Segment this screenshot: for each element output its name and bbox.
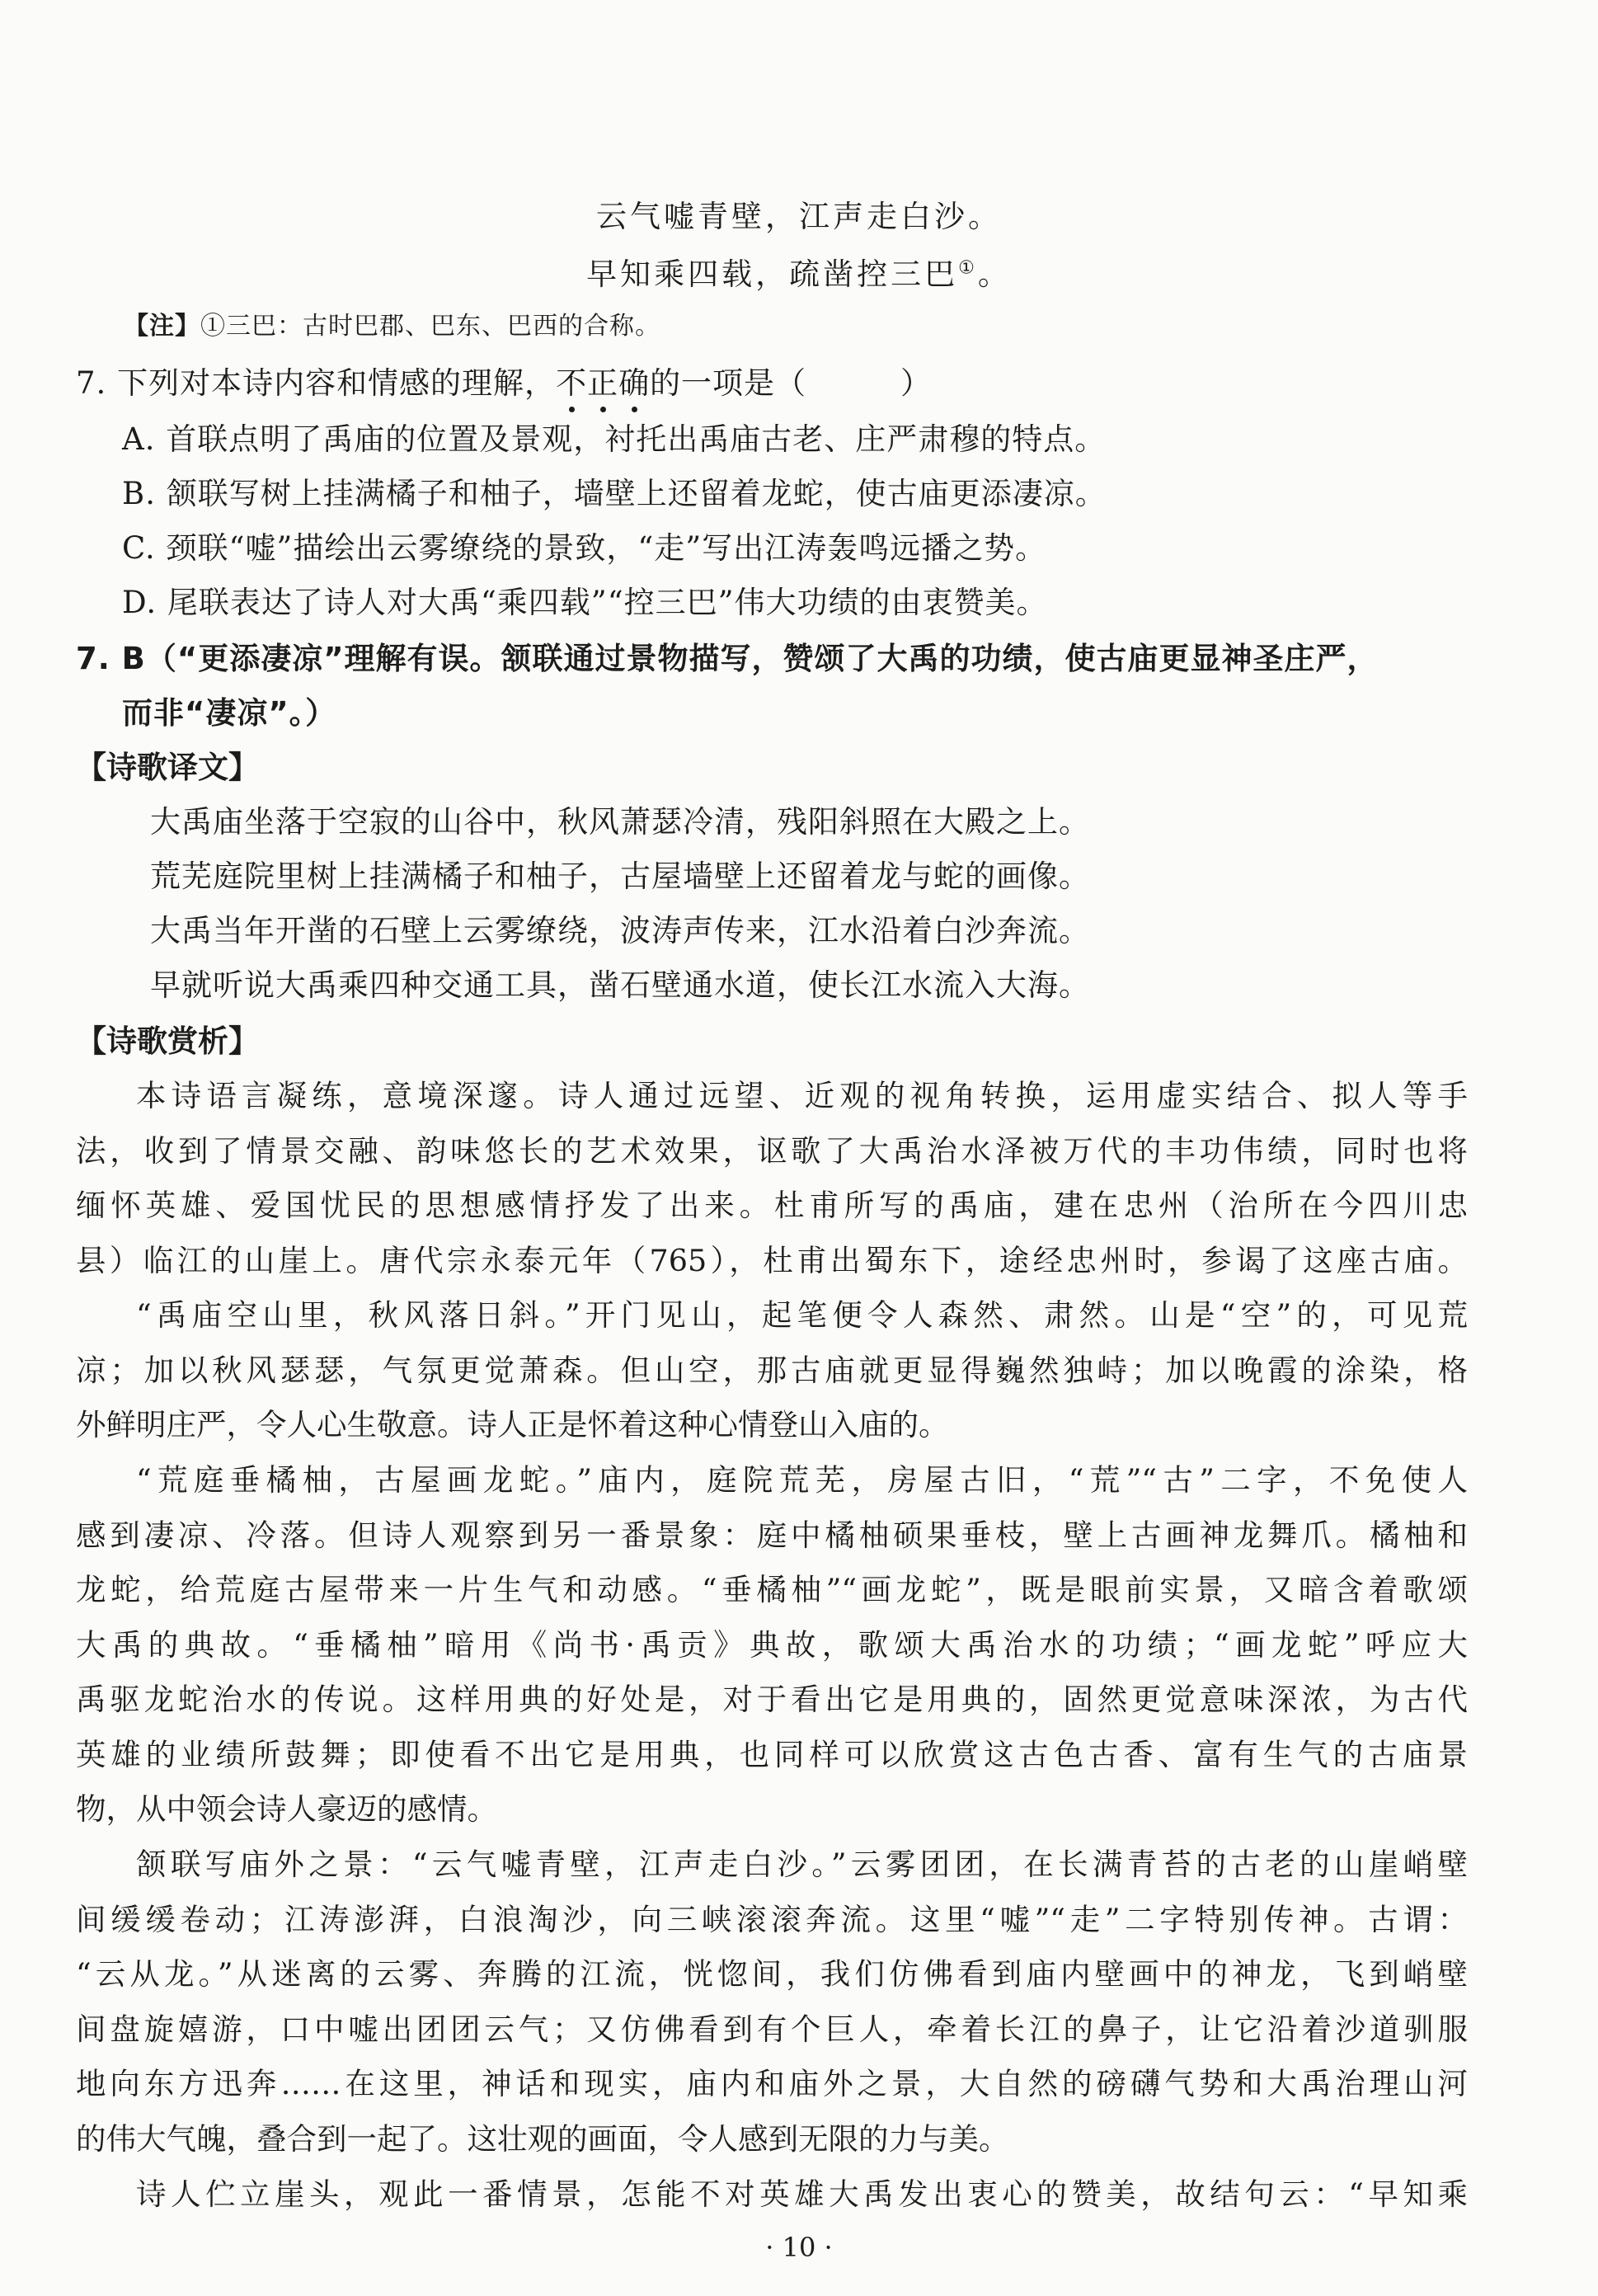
- poem-line-1: 云气嘘青壁，江声走白沙。: [596, 199, 1002, 234]
- poem-line-2: 早知乘四载，疏凿控三巴①。: [586, 256, 1012, 292]
- emphasis-char: 不: [556, 358, 587, 402]
- poem-line-2-text: 早知乘四载，疏凿控三巴: [586, 256, 959, 292]
- option-b: B. 颔联写树上挂满橘子和柚子，墙壁上还留着龙蛇，使古庙更添凄凉。: [122, 476, 1107, 511]
- para-line: “荒庭垂橘柚，古屋画龙蛇。”庙内，庭院荒芜，房屋古旧，“荒”“古”二字，不免使人: [136, 1462, 1468, 1498]
- para-line: “云从龙。”从迷离的云雾、奔腾的江流，恍惚间，我们仿佛看到庙内壁画中的神龙，飞到峭壁: [76, 1956, 1468, 1992]
- para-line: “禹庙空山里，秋风落日斜。”开门见山，起笔便令人森然、肃然。山是“空”的，可见荒: [136, 1297, 1468, 1333]
- para-line: 英雄的业绩所鼓舞；即使看不出它是用典，也同样可以欣赏这古色古香、富有生气的古庙景: [76, 1736, 1468, 1772]
- question-7-stem: [76, 358, 932, 402]
- para-line: 的伟大气魄，叠合到一起了。这壮观的画面，令人感到无限的力与美。: [76, 2120, 1009, 2157]
- answer-line-2: 而非“凄凉”。）: [122, 695, 337, 731]
- appreciation-paragraph-5: [76, 2167, 1468, 2223]
- para-line: 颔联写庙外之景：“云气嘘青壁，江声走白沙。”云雾团团，在长满青苔的古老的山崖峭壁: [136, 1847, 1468, 1882]
- para-line: 龙蛇，给荒庭古屋带来一片生气和动感。“垂橘柚”“画龙蛇”，既是眼前实景，又暗含着歌颂: [76, 1572, 1468, 1607]
- para-line: 缅怀英雄、爱国忧民的思想感情抒发了出来。杜甫所写的禹庙，建在忠州（治所在今四川忠: [76, 1188, 1468, 1223]
- para-line: 外鲜明庄严，令人心生敬意。诗人正是怀着这种心情登山入庙的。: [76, 1407, 949, 1442]
- footnote-text: ①三巴：古时巴郡、巴东、巴西的合称。: [200, 312, 660, 341]
- question-prefix: 7. 下列对本诗内容和情感的理解，: [76, 365, 557, 401]
- appreciation-paragraph-4: [76, 1837, 1468, 2167]
- translation-heading: 【诗歌译文】: [76, 750, 259, 785]
- translation-line: 荒芜庭院里树上挂满橘子和柚子，古屋墙壁上还留着龙与蛇的画像。: [150, 859, 1090, 894]
- translation-line: 早就听说大禹乘四种交通工具，凿石壁通水道，使长江水流入大海。: [150, 967, 1090, 1003]
- appreciation-heading: 【诗歌赏析】: [76, 1023, 259, 1059]
- appreciation-paragraph-3: [76, 1453, 1468, 1837]
- para-line: 诗人伫立崖头，观此一番情景，怎能不对英雄大禹发出衷心的赞美，故结句云：“早知乘: [136, 2176, 1468, 2212]
- question-suffix: 的一项是（ ）: [650, 365, 933, 401]
- footnote-label: 【注】: [124, 312, 200, 341]
- para-line: 凉；加以秋风瑟瑟，气氛更觉萧森。但山空，那古庙就更显得巍然独峙；加以晚霞的涂染，格: [76, 1352, 1468, 1388]
- para-line: 大禹的典故。“垂橘柚”暗用《尚书·禹贡》典故，歌颂大禹治水的功绩；“画龙蛇”呼应大: [76, 1626, 1468, 1663]
- translation-line: 大禹当年开凿的石壁上云雾缭绕，波涛声传来，江水沿着白沙奔流。: [150, 913, 1090, 948]
- appreciation-paragraph-2: [76, 1288, 1468, 1453]
- option-d: D. 尾联表达了诗人对大禹“乘四载”“控三巴”伟大功绩的由衷赞美。: [122, 585, 1048, 620]
- appreciation-paragraph-1: [76, 1069, 1468, 1288]
- answer-line-1: 7. B（“更添凄凉”理解有误。颔联通过景物描写，赞颂了大禹的功绩，使古庙更显神圣庄严，: [76, 641, 1379, 676]
- para-line: 本诗语言凝练，意境深邃。诗人通过远望、近观的视角转换，运用虚实结合、拟人等手: [136, 1078, 1468, 1113]
- option-c: C. 颈联“嘘”描绘出云雾缭绕的景致，“走”写出江涛轰鸣远播之势。: [122, 530, 1047, 566]
- para-line: 感到凄凉、冷落。但诗人观察到另一番景象：庭中橘柚硕果垂枝，壁上古画神龙舞爪。橘柚和: [76, 1517, 1468, 1553]
- para-line: 法，收到了情景交融、韵味悠长的艺术效果，讴歌了大禹治水泽被万代的丰功伟绩，同时也将: [76, 1132, 1468, 1169]
- option-a: A. 首联点明了禹庙的位置及景观，衬托出禹庙古老、庄严肃穆的特点。: [122, 421, 1107, 457]
- para-line: 物，从中领会诗人豪迈的感情。: [76, 1791, 497, 1827]
- para-line: 禹驱龙蛇治水的传说。这样用典的好处是，对于看出它是用典的，固然更觉意味深浓，为古代: [76, 1682, 1468, 1717]
- translation-line: 大禹庙坐落于空寂的山谷中，秋风萧瑟冷清，残阳斜照在大殿之上。: [150, 804, 1090, 840]
- para-line: 间缓缓卷动；江涛澎湃，白浪淘沙，向三峡滚滚奔流。这里“嘘”“走”二字特别传神。古谓：: [76, 1901, 1468, 1937]
- emphasis-char: 正: [587, 358, 618, 402]
- para-line: 县）临江的山崖上。唐代宗永泰元年（765），杜甫出蜀东下，途经忠州时，参谒了这座古庙。: [76, 1242, 1468, 1278]
- page-number: · 10 ·: [765, 2232, 833, 2263]
- emphasis-char: 确: [618, 358, 650, 402]
- footnote: [124, 305, 660, 341]
- note-marker: ①: [958, 257, 978, 279]
- para-line: 地向东方迅奔……在这里，神话和现实，庙内和庙外之景，大自然的磅礴气势和大禹治理山河: [76, 2066, 1468, 2101]
- para-line: 间盘旋嬉游，口中嘘出团团云气；又仿佛看到有个巨人，牵着长江的鼻子，让它沿着沙道驯服: [76, 2011, 1468, 2047]
